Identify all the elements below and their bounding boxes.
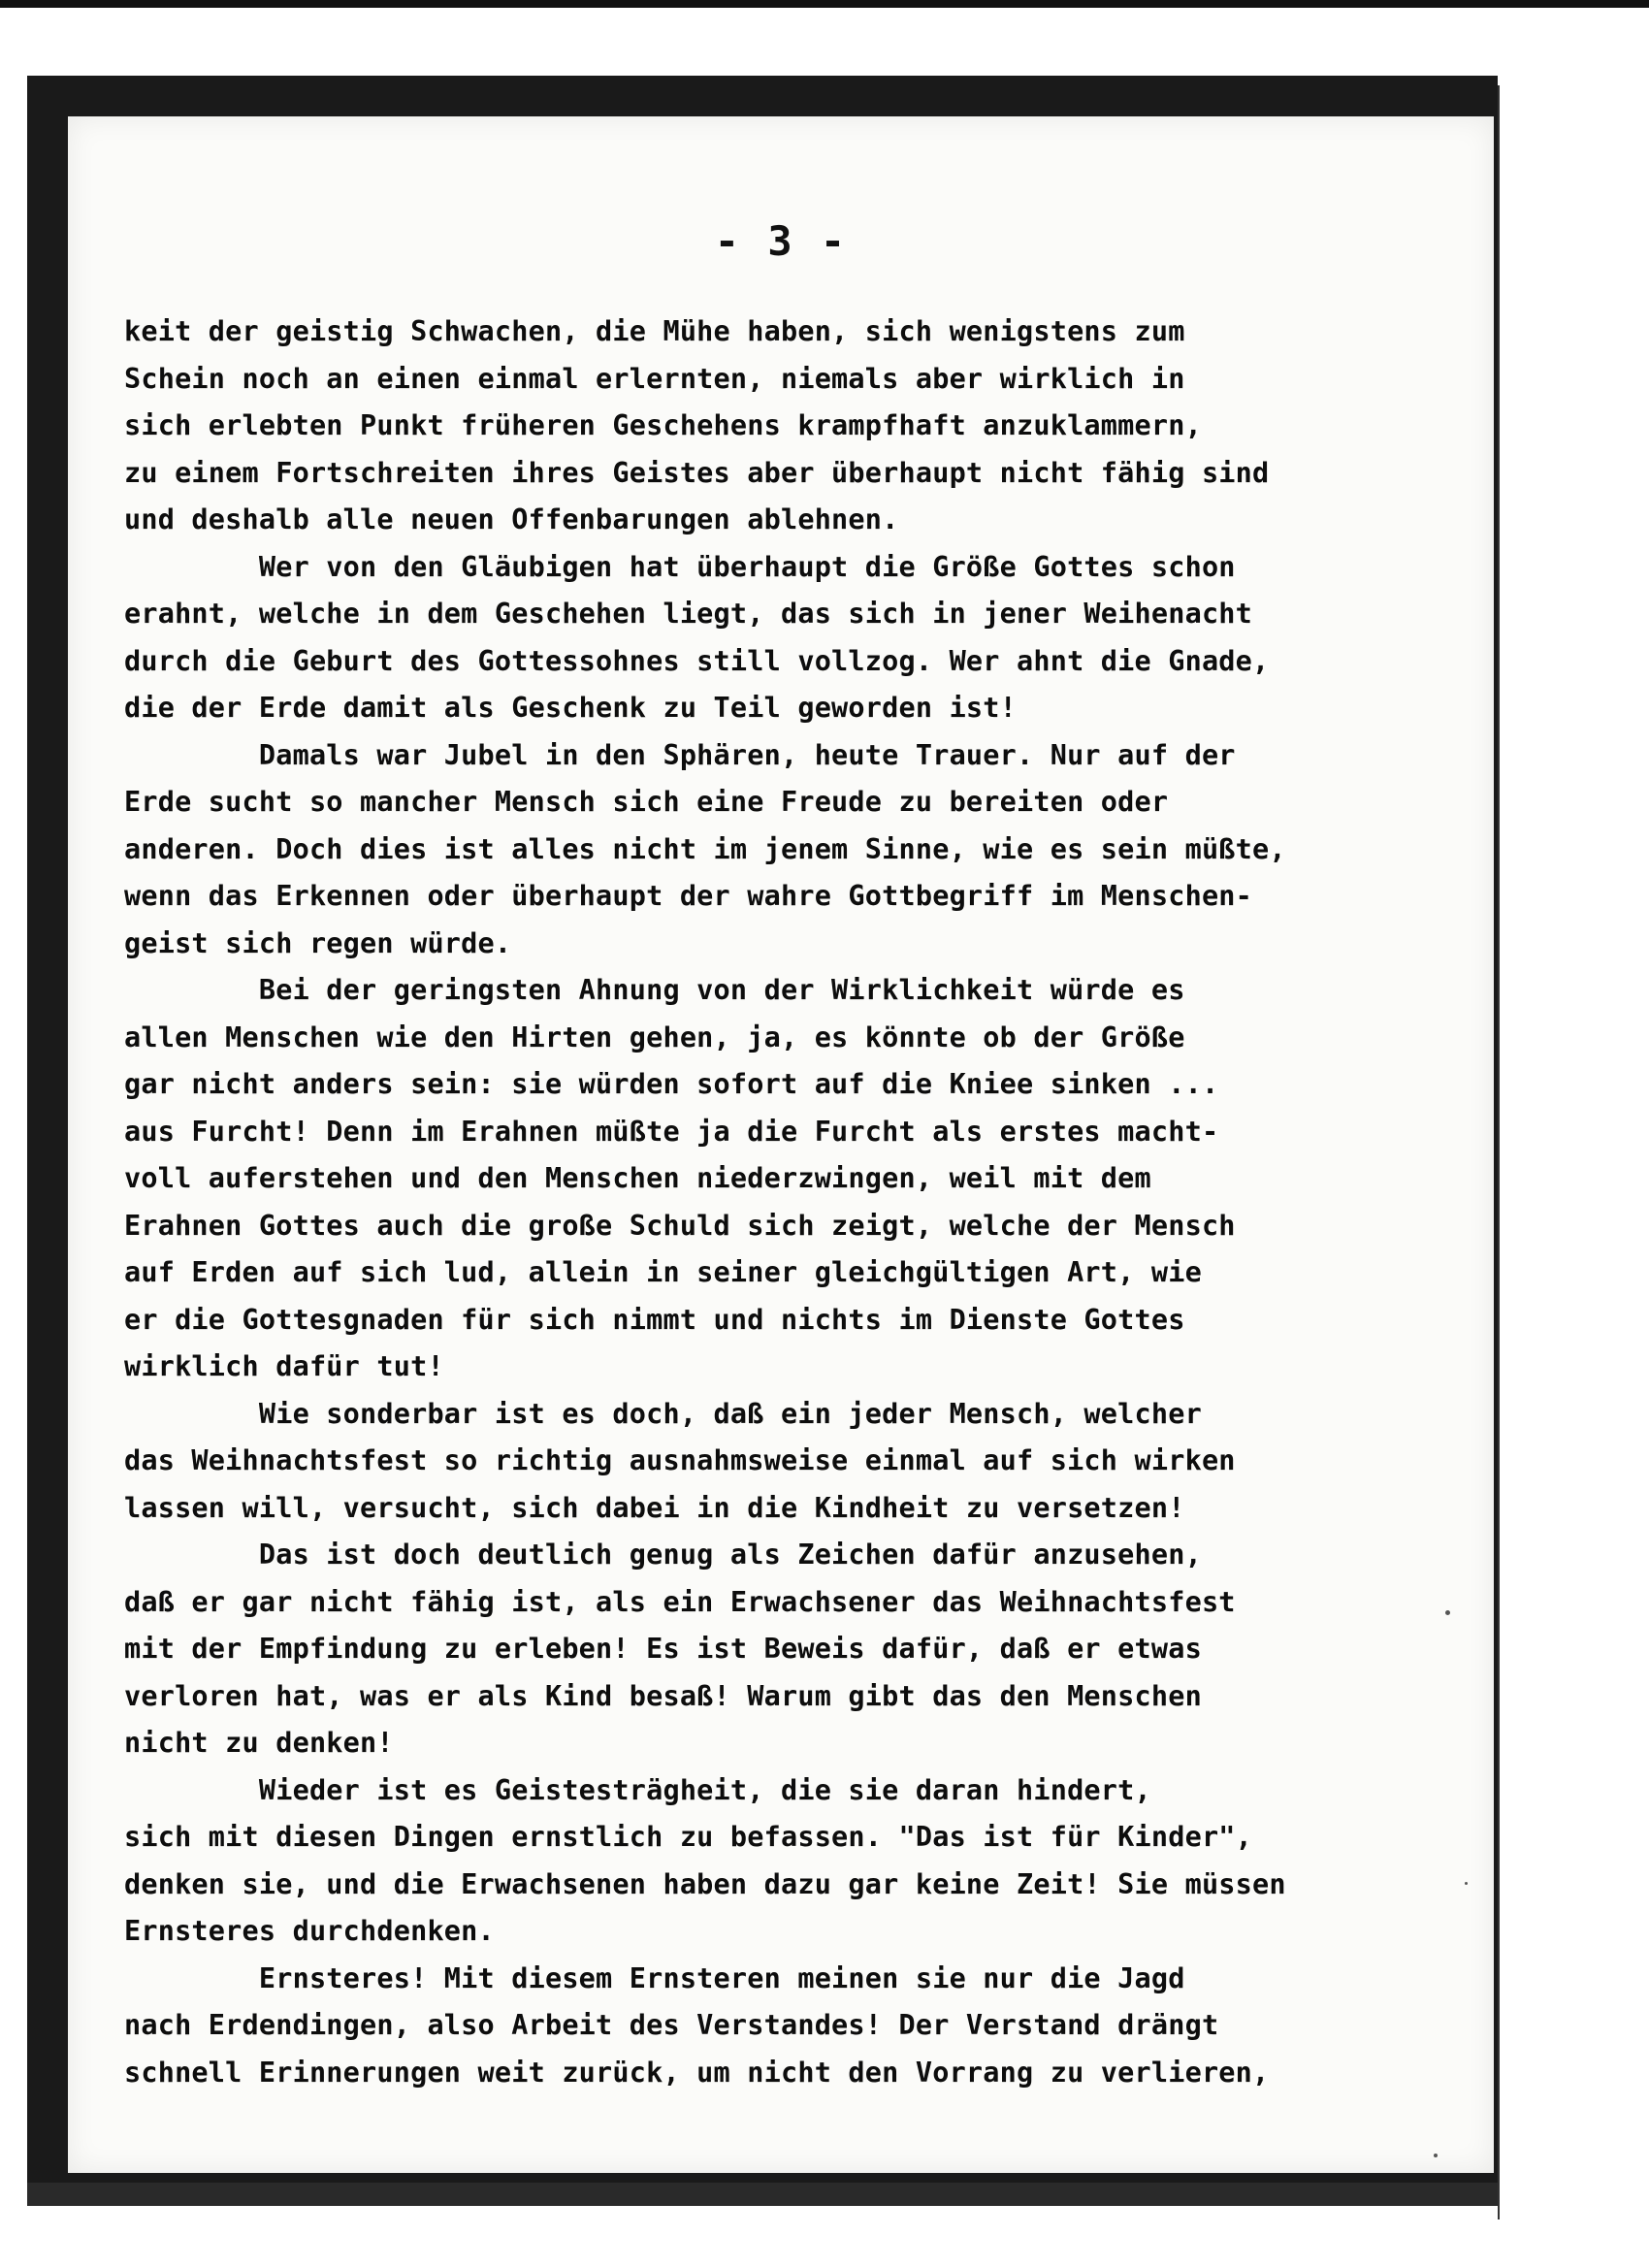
text-line: und deshalb alle neuen Offenbarungen ablehnen. [124,503,899,535]
scan-speck [1434,2154,1438,2157]
text-line: durch die Geburt des Gottessohnes still vollzog. Wer ahnt die Gnade, [124,644,1270,677]
text-line: gar nicht anders sein: sie würden sofort auf die Kniee sinken ... [124,1068,1219,1100]
text-line: geist sich regen würde. [124,926,512,959]
text-line: aus Furcht! Denn im Erahnen müßte ja die Furcht als erstes macht- [124,1115,1219,1148]
text-line: das Weihnachtsfest so richtig ausnahmsweise einmal auf sich wirken [124,1444,1236,1476]
scan-speck [1445,1610,1450,1615]
text-line: daß er gar nicht fähig ist, als ein Erwachsener das Weihnachtsfest [124,1585,1236,1618]
text-line: keit der geistig Schwachen, die Mühe haben, sich wenigstens zum [124,315,1185,347]
text-line: wirklich dafür tut! [124,1350,444,1382]
text-line: auf Erden auf sich lud, allein in seiner gleichgültigen Art, wie [124,1256,1202,1288]
page-body-text [124,308,1492,2096]
text-line: Damals war Jubel in den Sphären, heute Trauer. Nur auf der [124,738,1236,771]
scan-top-border [0,0,1649,8]
text-line: schnell Erinnerungen weit zurück, um nicht den Vorrang zu verlieren, [124,2056,1270,2089]
text-line: Das ist doch deutlich genug als Zeichen dafür anzusehen, [124,1539,1202,1571]
text-line: Schein noch an einen einmal erlernten, niemals aber wirklich in [124,362,1185,395]
text-line: nach Erdendingen, also Arbeit des Verstandes! Der Verstand drängt [124,2009,1219,2041]
text-line: Erahnen Gottes auch die große Schuld sich zeigt, welche der Mensch [124,1209,1236,1242]
text-line: Ernsteres! Mit diesem Ernsteren meinen sie nur die Jagd [124,1961,1185,1994]
typewritten-page [68,116,1494,2173]
text-line: wenn das Erkennen oder überhaupt der wahre Gottbegriff im Menschen- [124,880,1253,912]
text-line: denken sie, und die Erwachsenen haben dazu gar keine Zeit! Sie müssen [124,1867,1286,1900]
text-line: lassen will, versucht, sich dabei in die Kindheit zu versetzen! [124,1491,1185,1524]
scan-speck [1465,1882,1468,1885]
text-line: Wieder ist es Geistesträgheit, die sie daran hindert, [124,1773,1151,1806]
text-line: Bei der geringsten Ahnung von der Wirklichkeit würde es [124,974,1185,1006]
text-line: nicht zu denken! [124,1727,394,1759]
scan-right-edge [1498,85,1500,2219]
page-number: - 3 - [714,217,848,265]
scan-bottom-border [27,2183,1498,2206]
text-line: Wer von den Gläubigen hat überhaupt die Größe Gottes schon [124,550,1236,583]
text-line: die der Erde damit als Geschenk zu Teil geworden ist! [124,692,1017,724]
text-line: anderen. Doch dies ist alles nicht im jenem Sinne, wie es sein müßte, [124,832,1286,865]
text-line: Wie sonderbar ist es doch, daß ein jeder Mensch, welcher [124,1397,1202,1430]
text-line: Ernsteres durchdenken. [124,1915,495,1947]
text-line: Erde sucht so mancher Mensch sich eine Freude zu bereiten oder [124,786,1169,818]
text-line: erahnt, welche in dem Geschehen liegt, das sich in jener Weihenacht [124,598,1253,630]
text-line: voll auferstehen und den Menschen niederzwingen, weil mit dem [124,1162,1151,1194]
text-line: sich erlebten Punkt früheren Geschehens krampfhaft anzuklammern, [124,409,1202,441]
text-line: zu einem Fortschreiten ihres Geistes aber überhaupt nicht fähig sind [124,456,1270,489]
text-line: er die Gottesgnaden für sich nimmt und nichts im Dienste Gottes [124,1303,1185,1336]
text-line: sich mit diesen Dingen ernstlich zu befassen. "Das ist für Kinder", [124,1821,1253,1853]
text-line: mit der Empfindung zu erleben! Es ist Beweis dafür, daß er etwas [124,1633,1202,1665]
text-line: verloren hat, was er als Kind besaß! Warum gibt das den Menschen [124,1679,1202,1712]
text-line: allen Menschen wie den Hirten gehen, ja, es könnte ob der Größe [124,1021,1185,1053]
